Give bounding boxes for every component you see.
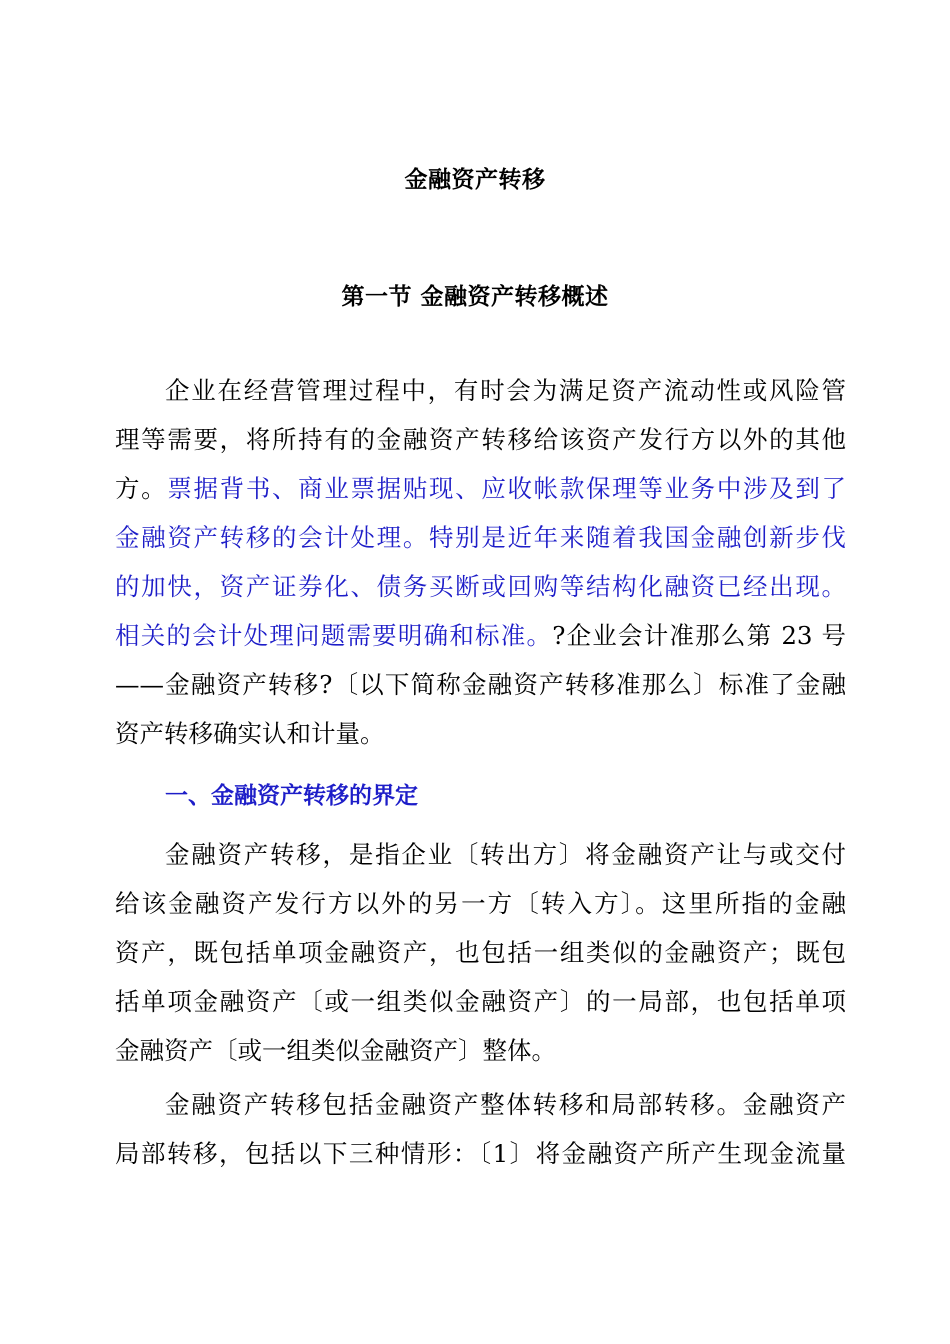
paragraph-line: ——金融资产转移?〔以下简称金融资产转移准那么〕标准了金融 <box>115 670 846 699</box>
subheading-definition: 一、金融资产转移的界定 <box>165 783 418 809</box>
paragraph-1 <box>115 366 846 758</box>
paragraph-line <box>115 464 846 513</box>
paragraph-line: 金融资产转移包括金融资产整体转移和局部转移。金融资产 <box>165 1090 846 1119</box>
paragraph-line: 资产转移确实认和计量。 <box>115 719 385 748</box>
highlighted-text: 票据背书、商业票据贴现、应收帐款保理等业务中涉及到了 <box>167 474 846 503</box>
paragraph-line: 企业在经营管理过程中，有时会为满足资产流动性或风险管 <box>165 376 846 405</box>
paragraph-line: 给该金融资产发行方以外的另一方〔转入方〕。这里所指的金融 <box>115 889 846 918</box>
text-segment: ?企业会计准那么第 23 号 <box>552 621 846 650</box>
paragraph-line: 金融资产转移，是指企业〔转出方〕将金融资产让与或交付 <box>165 840 846 869</box>
document-title: 金融资产转移 <box>404 167 546 193</box>
paragraph-line: 理等需要，将所持有的金融资产转移给该资产发行方以外的其他 <box>115 425 846 454</box>
highlighted-line: 金融资产转移的会计处理。特别是近年来随着我国金融创新步伐 <box>115 523 846 552</box>
paragraph-line <box>115 611 846 660</box>
text-segment: 方。 <box>115 474 168 503</box>
highlighted-text: 相关的会计处理问题需要明确和标准。 <box>115 621 553 650</box>
section-title: 第一节 金融资产转移概述 <box>341 284 609 310</box>
paragraph-2 <box>115 830 846 1075</box>
paragraph-line: 金融资产〔或一组类似金融资产〕整体。 <box>115 1036 556 1065</box>
paragraph-line: 局部转移，包括以下三种情形：〔1〕将金融资产所产生现金流量 <box>115 1139 846 1168</box>
paragraph-line: 资产，既包括单项金融资产，也包括一组类似的金融资产；既包 <box>115 938 846 967</box>
paragraph-3 <box>115 1080 846 1178</box>
highlighted-line: 的加快，资产证券化、债务买断或回购等结构化融资已经出现。 <box>115 572 846 601</box>
paragraph-line: 括单项金融资产〔或一组类似金融资产〕的一局部，也包括单项 <box>115 987 846 1016</box>
